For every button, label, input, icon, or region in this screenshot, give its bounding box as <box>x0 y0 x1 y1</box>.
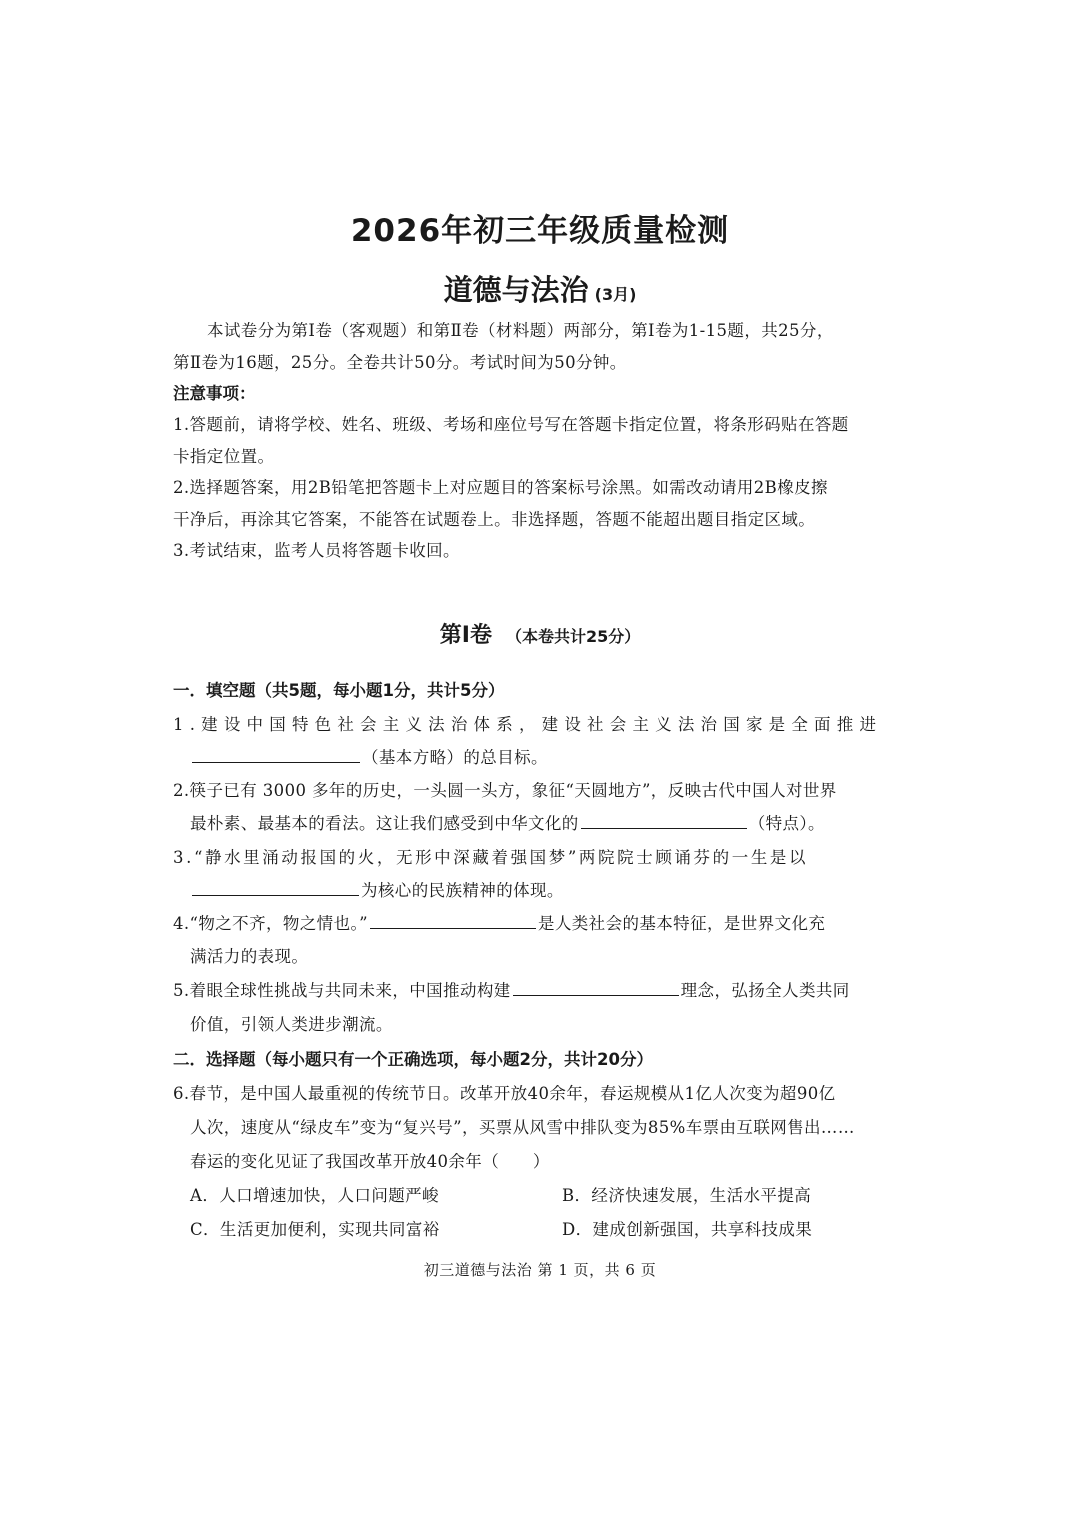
exam-title: 2026年初三年级质量检测 <box>350 213 730 249</box>
option-c[interactable]: C．生活更加便利，实现共同富裕 <box>190 1220 440 1239</box>
question-3-text-after: 为核心的民族精神的体现。 <box>361 881 564 900</box>
question-2-text-before: 最朴素、最基本的看法。这让我们感受到中华文化的 <box>190 814 579 833</box>
subject-title <box>0 268 1080 309</box>
question-2-line-1: 2.筷子已有 3000 多年的历史，一头圆一头方，象征“天圆地方”，反映古代中国人对世界 <box>173 781 837 800</box>
question-3-line-1: 3.“静水里涌动报国的火，无形中深藏着强国梦”两院院士顾诵芬的一生是以 <box>173 848 809 867</box>
question-4-text-before: 4.“物之不齐，物之情也。” <box>173 914 368 933</box>
note-2-line-1: 2.选择题答案，用2B铅笔把答题卡上对应题目的答案标号涂黑。如需改动请用2B橡皮擦 <box>173 478 828 497</box>
note-3: 3.考试结束，监考人员将答题卡收回。 <box>173 541 460 560</box>
question-1-line-2 <box>190 744 548 768</box>
question-6-line-3: 春运的变化见证了我国改革开放40余年（ ） <box>190 1152 550 1171</box>
option-a[interactable]: A．人口增速加快，人口问题严峻 <box>190 1186 439 1205</box>
note-1-line-1: 1.答题前，请将学校、姓名、班级、考场和座位号写在答题卡指定位置，将条形码贴在答题 <box>173 415 849 434</box>
question-5-text-after: 理念，弘扬全人类共同 <box>680 981 850 1000</box>
answer-blank-2[interactable] <box>581 811 747 829</box>
part-1-heading: 一．填空题（共5题，每小题1分，共计5分） <box>173 681 505 700</box>
option-b[interactable]: B．经济快速发展，生活水平提高 <box>562 1186 812 1205</box>
section-1-title <box>0 618 1080 649</box>
question-5-line-2: 价值，引领人类进步潮流。 <box>190 1015 393 1034</box>
question-6-line-2: 人次，速度从“绿皮车”变为“复兴号”，买票从风雪中排队变为85%车票由互联网售出…… <box>190 1118 855 1137</box>
answer-blank-5[interactable] <box>513 978 679 996</box>
part-2-heading: 二．选择题（每小题只有一个正确选项，每小题2分，共计20分） <box>173 1050 653 1069</box>
note-2-line-2: 干净后，再涂其它答案，不能答在试题卷上。非选择题，答题不能超出题目指定区域。 <box>173 510 816 529</box>
notes-heading: 注意事项： <box>173 384 256 403</box>
page-footer: 初三道德与法治 第 1 页，共 6 页 <box>423 1261 657 1279</box>
answer-blank-1[interactable] <box>192 745 360 763</box>
question-4-text-after: 是人类社会的基本特征，是世界文化充 <box>537 914 826 933</box>
subject-month: (3月) <box>594 285 637 304</box>
section-1-note: （本卷共计25分） <box>505 627 641 646</box>
section-1-name: 第Ⅰ卷 <box>439 623 492 648</box>
answer-blank-3[interactable] <box>192 878 359 896</box>
question-4-line-1 <box>173 910 825 934</box>
question-4-line-2: 满活力的表现。 <box>190 947 309 966</box>
question-1-text-after: （基本方略）的总目标。 <box>362 748 548 767</box>
subject-name: 道德与法治 <box>443 273 589 307</box>
intro-line-2: 第Ⅱ卷为16题，25分。全卷共计50分。考试时间为50分钟。 <box>173 353 627 372</box>
question-5-line-1 <box>173 977 850 1001</box>
question-6-line-1: 6.春节，是中国人最重视的传统节日。改革开放40余年，春运规模从1亿人次变为超90亿 <box>173 1084 836 1103</box>
question-2-text-after: （特点）。 <box>748 814 825 833</box>
option-d[interactable]: D．建成创新强国，共享科技成果 <box>562 1220 813 1239</box>
question-1-line-1: 1.建设中国特色社会主义法治体系，建设社会主义法治国家是全面推进 <box>173 715 883 734</box>
answer-blank-4[interactable] <box>370 911 536 929</box>
question-3-line-2 <box>190 877 564 901</box>
question-2-line-2 <box>190 810 825 834</box>
intro-line-1: 本试卷分为第Ⅰ卷（客观题）和第Ⅱ卷（材料题）两部分，第Ⅰ卷为1-15题，共25分， <box>207 321 834 340</box>
question-5-text-before: 5.着眼全球性挑战与共同未来，中国推动构建 <box>173 981 511 1000</box>
note-1-line-2: 卡指定位置。 <box>173 447 275 466</box>
